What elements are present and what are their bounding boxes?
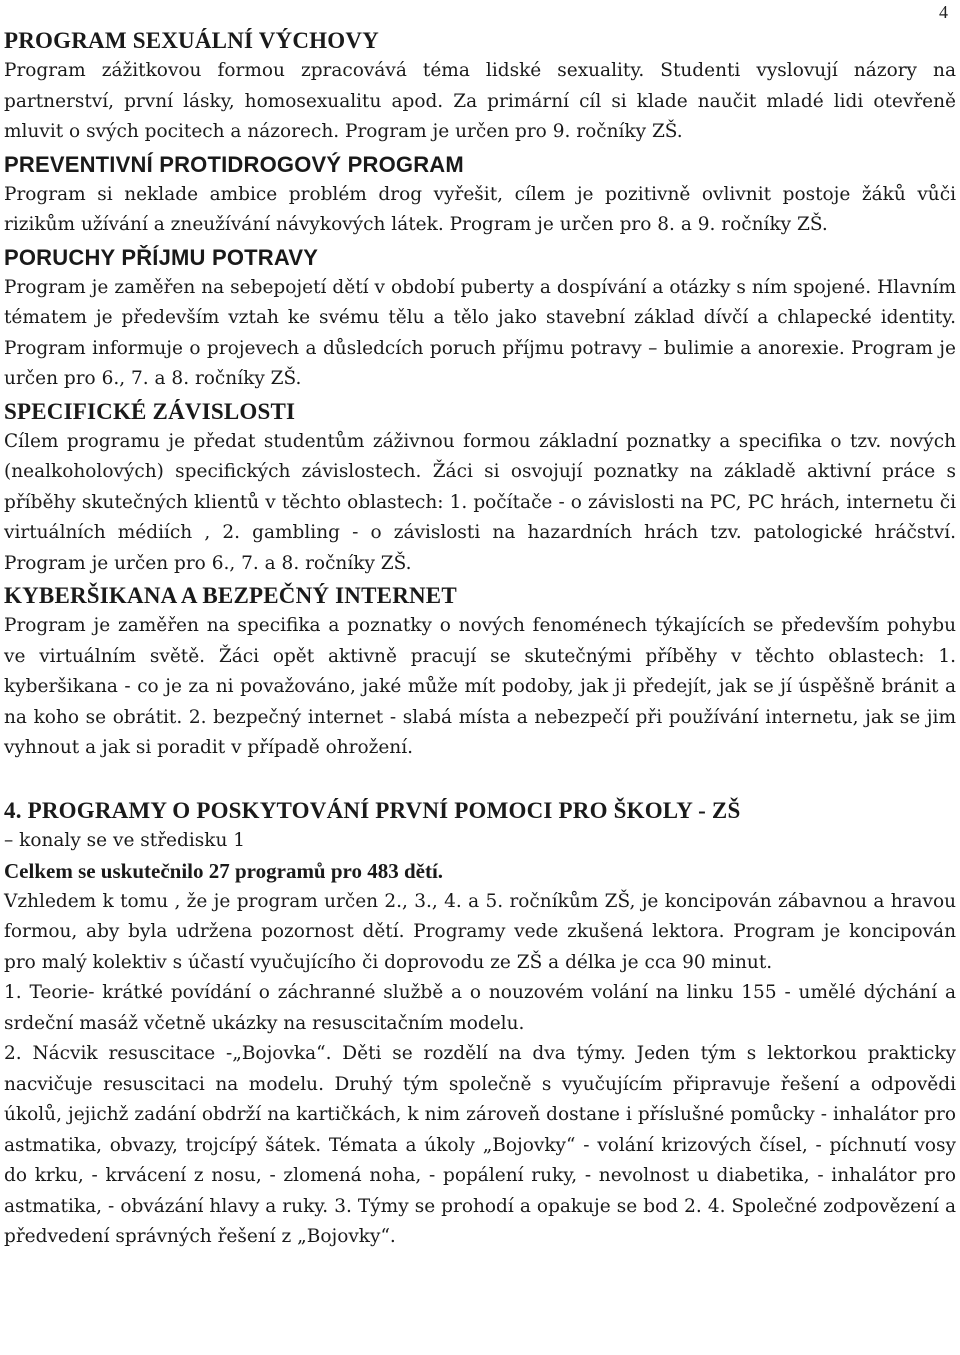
- chapter-intro: Vzhledem k tomu , že je program určen 2., 3., 4. a 5. ročníkům ZŠ, je koncipován zábavnou a hravou formou, aby byla udržena pozornost dětí. Programy vede zkušená lektora. Program je koncipován pro malý kolektiv s účastí vyučujícího či doprovodu ze ZŠ a délka je cca 90 minut.: [4, 890, 956, 973]
- chapter-point-1: 1. Teorie- krátké povídání o záchranné službě a o nouzovém volání na linku 155 - umělé dýchání a srdeční masáž včetně ukázky na resuscitačním modelu.: [4, 982, 956, 1034]
- section-heading: PROGRAM SEXUÁLNÍ VÝCHOVY: [4, 28, 379, 53]
- section-drug-prevention: [4, 150, 956, 241]
- section-text: Cílem programu je předat studentům záživnou formou základní poznatky a specifika o tzv. nových (nealkoholových) specifických závislostech. Žáci si osvojují poznatky na základě aktivní práce s příběhy skutečných klientů v těchto oblastech: 1. počítače - o závislosti na PC, PC hrách, internetu či virtuálních médiích , 2. gambling - o závislosti na hazardních hrách tzv. patologické hráčství. Program je určen pro 6., 7. a 8. ročníky ZŠ.: [4, 430, 956, 574]
- section-heading: SPECIFICKÉ ZÁVISLOSTI: [4, 398, 296, 424]
- section-text: Program zážitkovou formou zpracovává téma lidské sexuality. Studenti vyslovují názory na partnerství, první lásky, homosexualitu apod. Za primární cíl si klade naučit mladé lidi otevřeně mluvit o svých pocitech a názorech. Program je určen pro 9. ročníky ZŠ.: [4, 60, 956, 142]
- section-heading: PORUCHY PŘÍJMU POTRAVY: [4, 244, 319, 270]
- section-heading: PREVENTIVNÍ PROTIDROGOVÝ PROGRAM: [4, 151, 464, 177]
- section-text: Program je zaměřen na specifika a poznatky o nových fenoménech týkajících se především pohybu ve virtuálním světě. Žáci opět aktivně pracují se skutečnými příběhy v těchto oblastech: 1. kyberšikana - co je za ni považováno, jaké může mít podoby, jak ji předejít, jak se jí úspěšně bránit a na koho se obrátit. 2. bezpečný internet - slabá místa a nebezpečí při používání internetu, jak se jim vyhnout a jak si poradit v případě ohrožení.: [4, 615, 956, 758]
- section-heading: KYBERŠIKANA A BEZPEČNÝ INTERNET: [4, 583, 457, 608]
- page-number: 4: [939, 2, 948, 22]
- section-text: Program je zaměřen na sebepojetí dětí v období puberty a dospívání a otázky s ním spojené. Hlavním tématem je především vztah ke svému tělu a tělo jako stavební základ dívčí a chlapecké identity. Program informuje o projevech a důsledcích poruch příjmu potravy – bulimie a anorexie. Program je určen pro 6., 7. a 8. ročníky ZŠ.: [4, 276, 956, 389]
- document-body: [4, 24, 956, 1253]
- section-eating-disorders: [4, 243, 956, 395]
- section-specific-addictions: [4, 397, 956, 580]
- section-sexual-education: [4, 26, 956, 148]
- spacer: [4, 764, 956, 794]
- chapter-heading: 4. PROGRAMY O POSKYTOVÁNÍ PRVNÍ POMOCI PRO ŠKOLY - ZŠ: [4, 797, 741, 823]
- chapter-total: Celkem se uskutečnilo 27 programů pro 483 dětí.: [4, 858, 444, 883]
- section-text: Program si neklade ambice problém drog vyřešit, cílem je pozitivně ovlivnit postoje žáků vůči rizikům užívání a zneužívání návykových látek. Program je určen pro 8. a 9. ročníky ZŠ.: [4, 183, 956, 235]
- section-cyberbullying: [4, 581, 956, 764]
- chapter-first-aid: [4, 796, 956, 1253]
- chapter-subline: – konaly se ve středisku 1: [4, 829, 246, 851]
- chapter-point-2: 2. Nácvik resuscitace -„Bojovka“. Děti se rozdělí na dva týmy. Jeden tým s lektorkou prakticky nacvičuje resuscitaci na modelu. Druhý tým společně s vyučujícím připravuje řešení a odpovědi úkolů, jejichž zadání obdrží na kartičkách, k nim zároveň dostane i příslušné pomůcky - inhalátor pro astmatika, obvazy, trojcípý šátek. Témata a úkoly „Bojovky“ - volání krizových čísel, - píchnutí vosy do krku, - krvácení z nosu, - zlomená noha, - popálení ruky, - nevolnost u diabetika, - inhalátor pro astmatika, - obvázání hlavy a ruky. 3. Týmy se prohodí a opakuje se bod 2. 4. Společné zodpovězení a předvedení správných řešení z „Bojovky“.: [4, 1043, 956, 1247]
